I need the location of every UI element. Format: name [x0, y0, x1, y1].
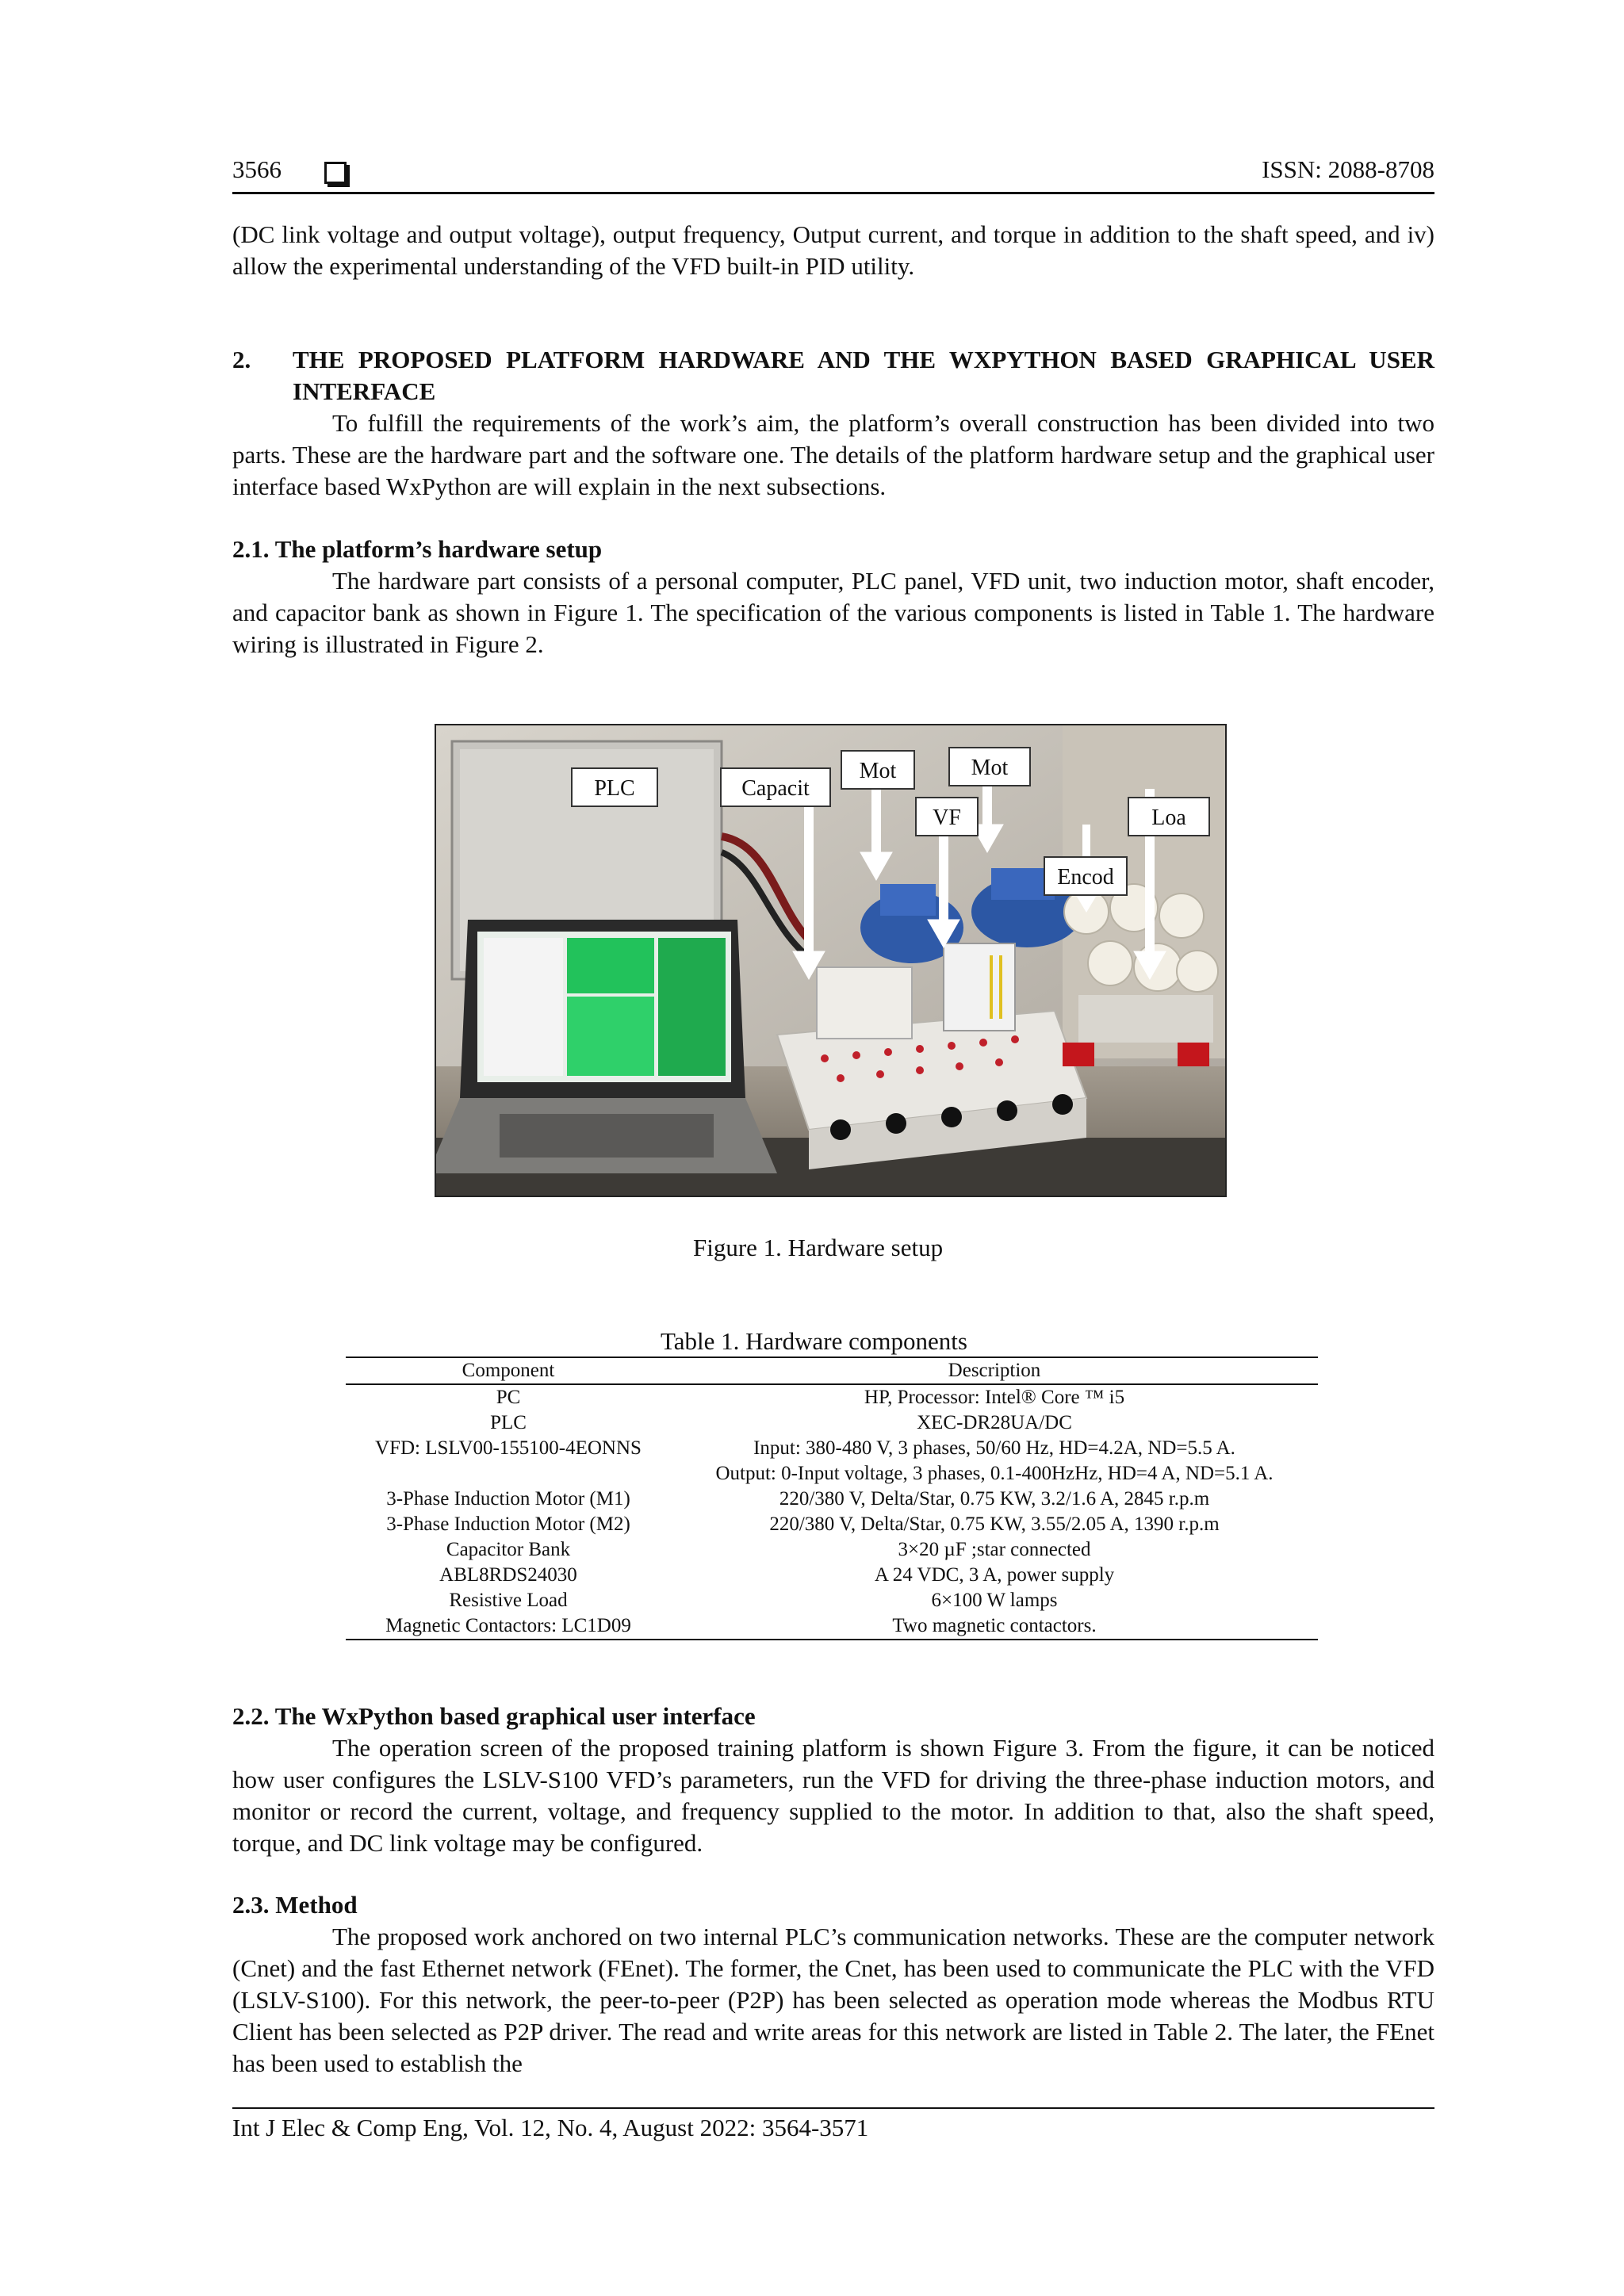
table-row [346, 1436, 1318, 1461]
section-2-3-title: 2.3. Method [232, 1891, 358, 1919]
table-cell-description: 220/380 V, Delta/Star, 0.75 KW, 3.55/2.05 A, 1390 r.p.m [769, 1513, 1220, 1535]
table-cell-component: Magnetic Contactors: LC1D09 [346, 1613, 671, 1640]
table-1-caption: Table 1. Hardware components [661, 1327, 967, 1355]
label-motor-1: Mot [841, 750, 915, 790]
hardware-setup-photo [435, 724, 1227, 1197]
table-header-description: Description [671, 1357, 1318, 1384]
label-encoder: Encod [1044, 856, 1128, 896]
table-cell-component: VFD: LSLV00-155100-4EONNS [375, 1437, 642, 1459]
table-row [346, 1588, 1318, 1613]
table-header-component: Component [346, 1357, 671, 1384]
label-motor-2: Mot [948, 747, 1031, 786]
table-cell-description: Two magnetic contactors. [671, 1613, 1318, 1640]
table-cell-component: Resistive Load [449, 1590, 568, 1611]
hardware-components-table [346, 1357, 1318, 1640]
table-row [346, 1512, 1318, 1537]
section-2-2-paragraph: The operation screen of the proposed training platform is shown Figure 3. From the figure, it can be noticed how user configures the LSLV-S100 VFD’s parameters, run the VFD for driving the three-phase induction motors, and monitor or record the current, voltage, and frequency supplied to the motor. In addition to that, also the shaft speed, torque, and DC link voltage may be configured. [232, 1734, 1434, 1857]
page-number: 3566 [232, 155, 282, 183]
checkbox-square-icon [324, 162, 347, 184]
label-plc: PLC [571, 767, 658, 807]
intro-paragraph: (DC link voltage and output voltage), output frequency, Output current, and torque in addition to the shaft speed, and iv) allow the experimental understanding of the VFD built-in PID utility. [232, 220, 1434, 280]
figure-1-caption: Figure 1. Hardware setup [693, 1234, 944, 1261]
table-row [346, 1384, 1318, 1410]
table-cell-description: HP, Processor: Intel® Core ™ i5 [864, 1387, 1125, 1408]
table-header-row [346, 1357, 1318, 1384]
footer-citation: Int J Elec & Comp Eng, Vol. 12, No. 4, August 2022: 3564-3571 [232, 2114, 869, 2141]
table-cell-component: PC [496, 1387, 521, 1408]
table-cell-description: 220/380 V, Delta/Star, 0.75 KW, 3.2/1.6 A, 2845 r.p.m [779, 1488, 1210, 1510]
header-rule [232, 192, 1434, 194]
section-2-title: THE PROPOSED PLATFORM HARDWARE AND THE WXPYTHON BASED GRAPHICAL USER INTERFACE [293, 346, 1434, 405]
table-row [346, 1613, 1318, 1640]
section-2-3-paragraph: The proposed work anchored on two internal PLC’s communication networks. These are the computer network (Cnet) and the fast Ethernet network (FEnet). The former, the Cnet, has been used to communicate the PLC with the VFD (LSLV-S100). For this network, the peer-to-peer (P2P) has been selected as operation mode whereas the Modbus RTU Client has been selected as P2P driver. The read and write areas for this network are listed in Table 2. The later, the FEnet has been used to establish the [232, 1923, 1434, 2077]
issn-label: ISSN: 2088-8708 [1262, 155, 1434, 183]
table-row [346, 1537, 1318, 1563]
table-row [346, 1461, 1318, 1487]
table-cell-component: PLC [490, 1412, 527, 1433]
table-cell-component: 3-Phase Induction Motor (M2) [386, 1513, 630, 1535]
hardware-setup-illustration [436, 725, 1227, 1197]
table-cell-description: 3×20 µF ;star connected [898, 1539, 1091, 1560]
section-2-paragraph: To fulfill the requirements of the work’s aim, the platform’s overall construction has been divided into two parts. These are the hardware part and the software one. The details of the platform hardware setup and the graphical user interface based WxPython are will explain in the next subsections. [232, 409, 1434, 500]
table-cell-component: ABL8RDS24030 [439, 1564, 577, 1586]
table-cell-component: Capacitor Bank [446, 1539, 571, 1560]
label-vfd: VF [915, 797, 979, 836]
table-cell-description: XEC-DR28UA/DC [917, 1412, 1072, 1433]
section-2-number: 2. [232, 346, 251, 373]
table-cell-description: 6×100 W lamps [931, 1590, 1058, 1611]
label-capacitor: Capacit [720, 767, 831, 807]
section-2-2-title: 2.2. The WxPython based graphical user interface [232, 1702, 756, 1730]
section-2-heading [232, 344, 1434, 408]
page-header [232, 155, 1434, 195]
table-row [346, 1487, 1318, 1512]
section-2-1-title: 2.1. The platform’s hardware setup [232, 535, 603, 563]
table-row [346, 1410, 1318, 1436]
table-row [346, 1563, 1318, 1588]
table-cell-description: Input: 380-480 V, 3 phases, 50/60 Hz, HD=4.2A, ND=5.5 A. [753, 1437, 1235, 1459]
table-cell-component [346, 1461, 671, 1487]
table-cell-description: Output: 0-Input voltage, 3 phases, 0.1-400HzHz, HD=4 A, ND=5.1 A. [715, 1463, 1274, 1484]
table-cell-description: A 24 VDC, 3 A, power supply [874, 1564, 1115, 1586]
table-cell-component: 3-Phase Induction Motor (M1) [386, 1488, 630, 1510]
footer-rule [232, 2107, 1434, 2109]
label-load: Loa [1128, 797, 1210, 836]
section-2-1-paragraph: The hardware part consists of a personal computer, PLC panel, VFD unit, two induction motor, shaft encoder, and capacitor bank as shown in Figure 1. The specification of the various components is listed in Table 1. The hardware wiring is illustrated in Figure 2. [232, 567, 1434, 658]
